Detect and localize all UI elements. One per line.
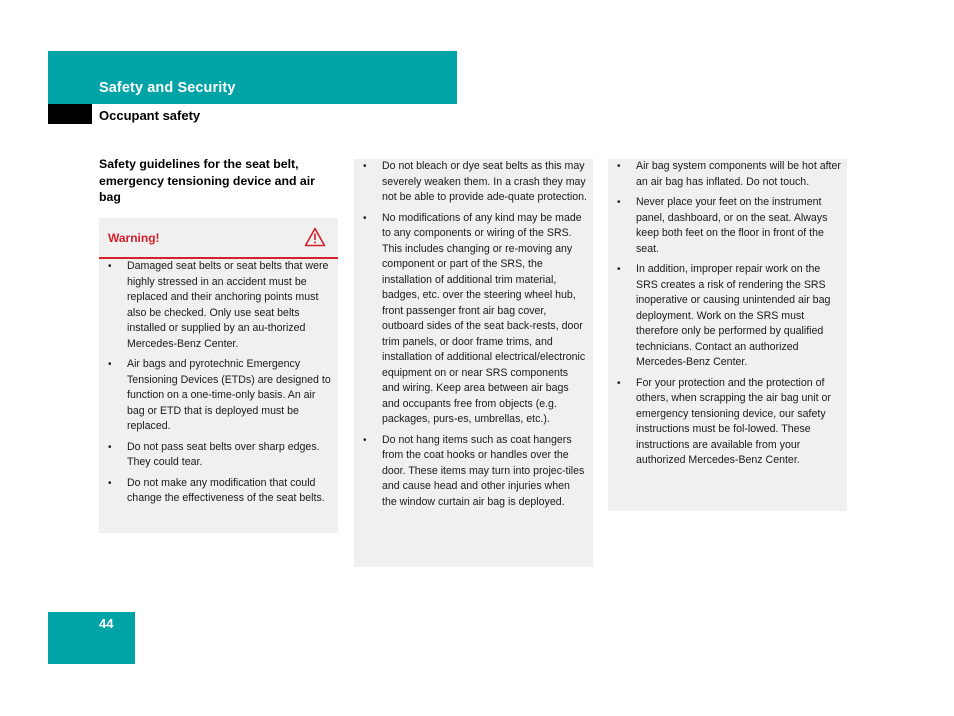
list-item: • Do not bleach or dye seat belts as this may severely weaken them. In a crash they may not be able to provide ade-quate protection.: [363, 160, 587, 203]
list-item: • Never place your feet on the instrument panel, dashboard, or on the seat. Always keep both feet on the floor in front of the seat.: [617, 196, 828, 255]
guideline-list-3: [608, 159, 847, 469]
section-marker: [48, 104, 92, 124]
intro-heading: Safety guidelines for the seat belt, emergency tensioning device and air bag: [99, 157, 315, 204]
page-number: 44: [99, 616, 114, 631]
guideline-box-2: [354, 159, 593, 567]
warning-box: [99, 218, 338, 533]
list-item: • No modifications of any kind may be made to any components or wiring of the SRS. This includes changing or re-moving any component or part of the SRS, the installation of additional trim material, badges, etc. over the steering wheel hub, front passenger front air bag cover, outboard sides of the seat back-rests, door trim panels, or door frame trims, and installation of additional electrical/electronic equipment on or near SRS components and wiring. Keep area between air bags and occupants free from objects (e.g. packages, purs-es, umbrellas, etc.).: [363, 211, 586, 425]
warning-header: [99, 218, 338, 259]
section-title: Safety and Security: [99, 80, 236, 96]
list-item: • Air bag system components will be hot after an air bag has inflated. Do not touch.: [617, 160, 841, 188]
guideline-list-2: [354, 159, 593, 510]
list-item: • Do not make any modification that could change the effectiveness of the seat belts.: [108, 476, 325, 504]
list-item: • Do not pass seat belts over sharp edges. They could tear.: [108, 440, 320, 468]
warning-label: Warning!: [108, 231, 160, 245]
list-item: • In addition, improper repair work on the SRS creates a risk of rendering the SRS inoperative or causing unintended air bag deployment. Work on the SRS must therefore only be performed by qualified technicians. Contact an authorized Mercedes-Benz Center.: [617, 263, 831, 368]
page-number-tab: [48, 612, 135, 664]
warning-triangle-icon: [304, 227, 326, 247]
list-item: • Do not hang items such as coat hangers from the coat hooks or handles over the door. These items may turn into projec-tiles and cause head and other injuries when the window curtain air bag is deployed.: [363, 433, 585, 508]
warning-list: [99, 259, 338, 507]
header-band: [48, 51, 457, 104]
list-item: • Air bags and pyrotechnic Emergency Tensioning Devices (ETDs) are designed to function on a one-time-only basis. An air bag or ETD that is deployed must be replaced.: [108, 358, 331, 432]
guideline-box-3: [608, 159, 847, 511]
sub-title: Occupant safety: [99, 108, 201, 123]
list-item: • For your protection and the protection of others, when scrapping the air bag unit or emergency tensioning device, our safety instructions must be fol-lowed. These instructions are available from your authorized Mercedes-Benz Center.: [617, 376, 831, 466]
list-item: • Damaged seat belts or seat belts that were highly stressed in an accident must be replaced and their anchoring points must also be checked. Only use seat belts installed or supplied by an au-thorized Mercedes-Benz Center.: [108, 260, 329, 350]
